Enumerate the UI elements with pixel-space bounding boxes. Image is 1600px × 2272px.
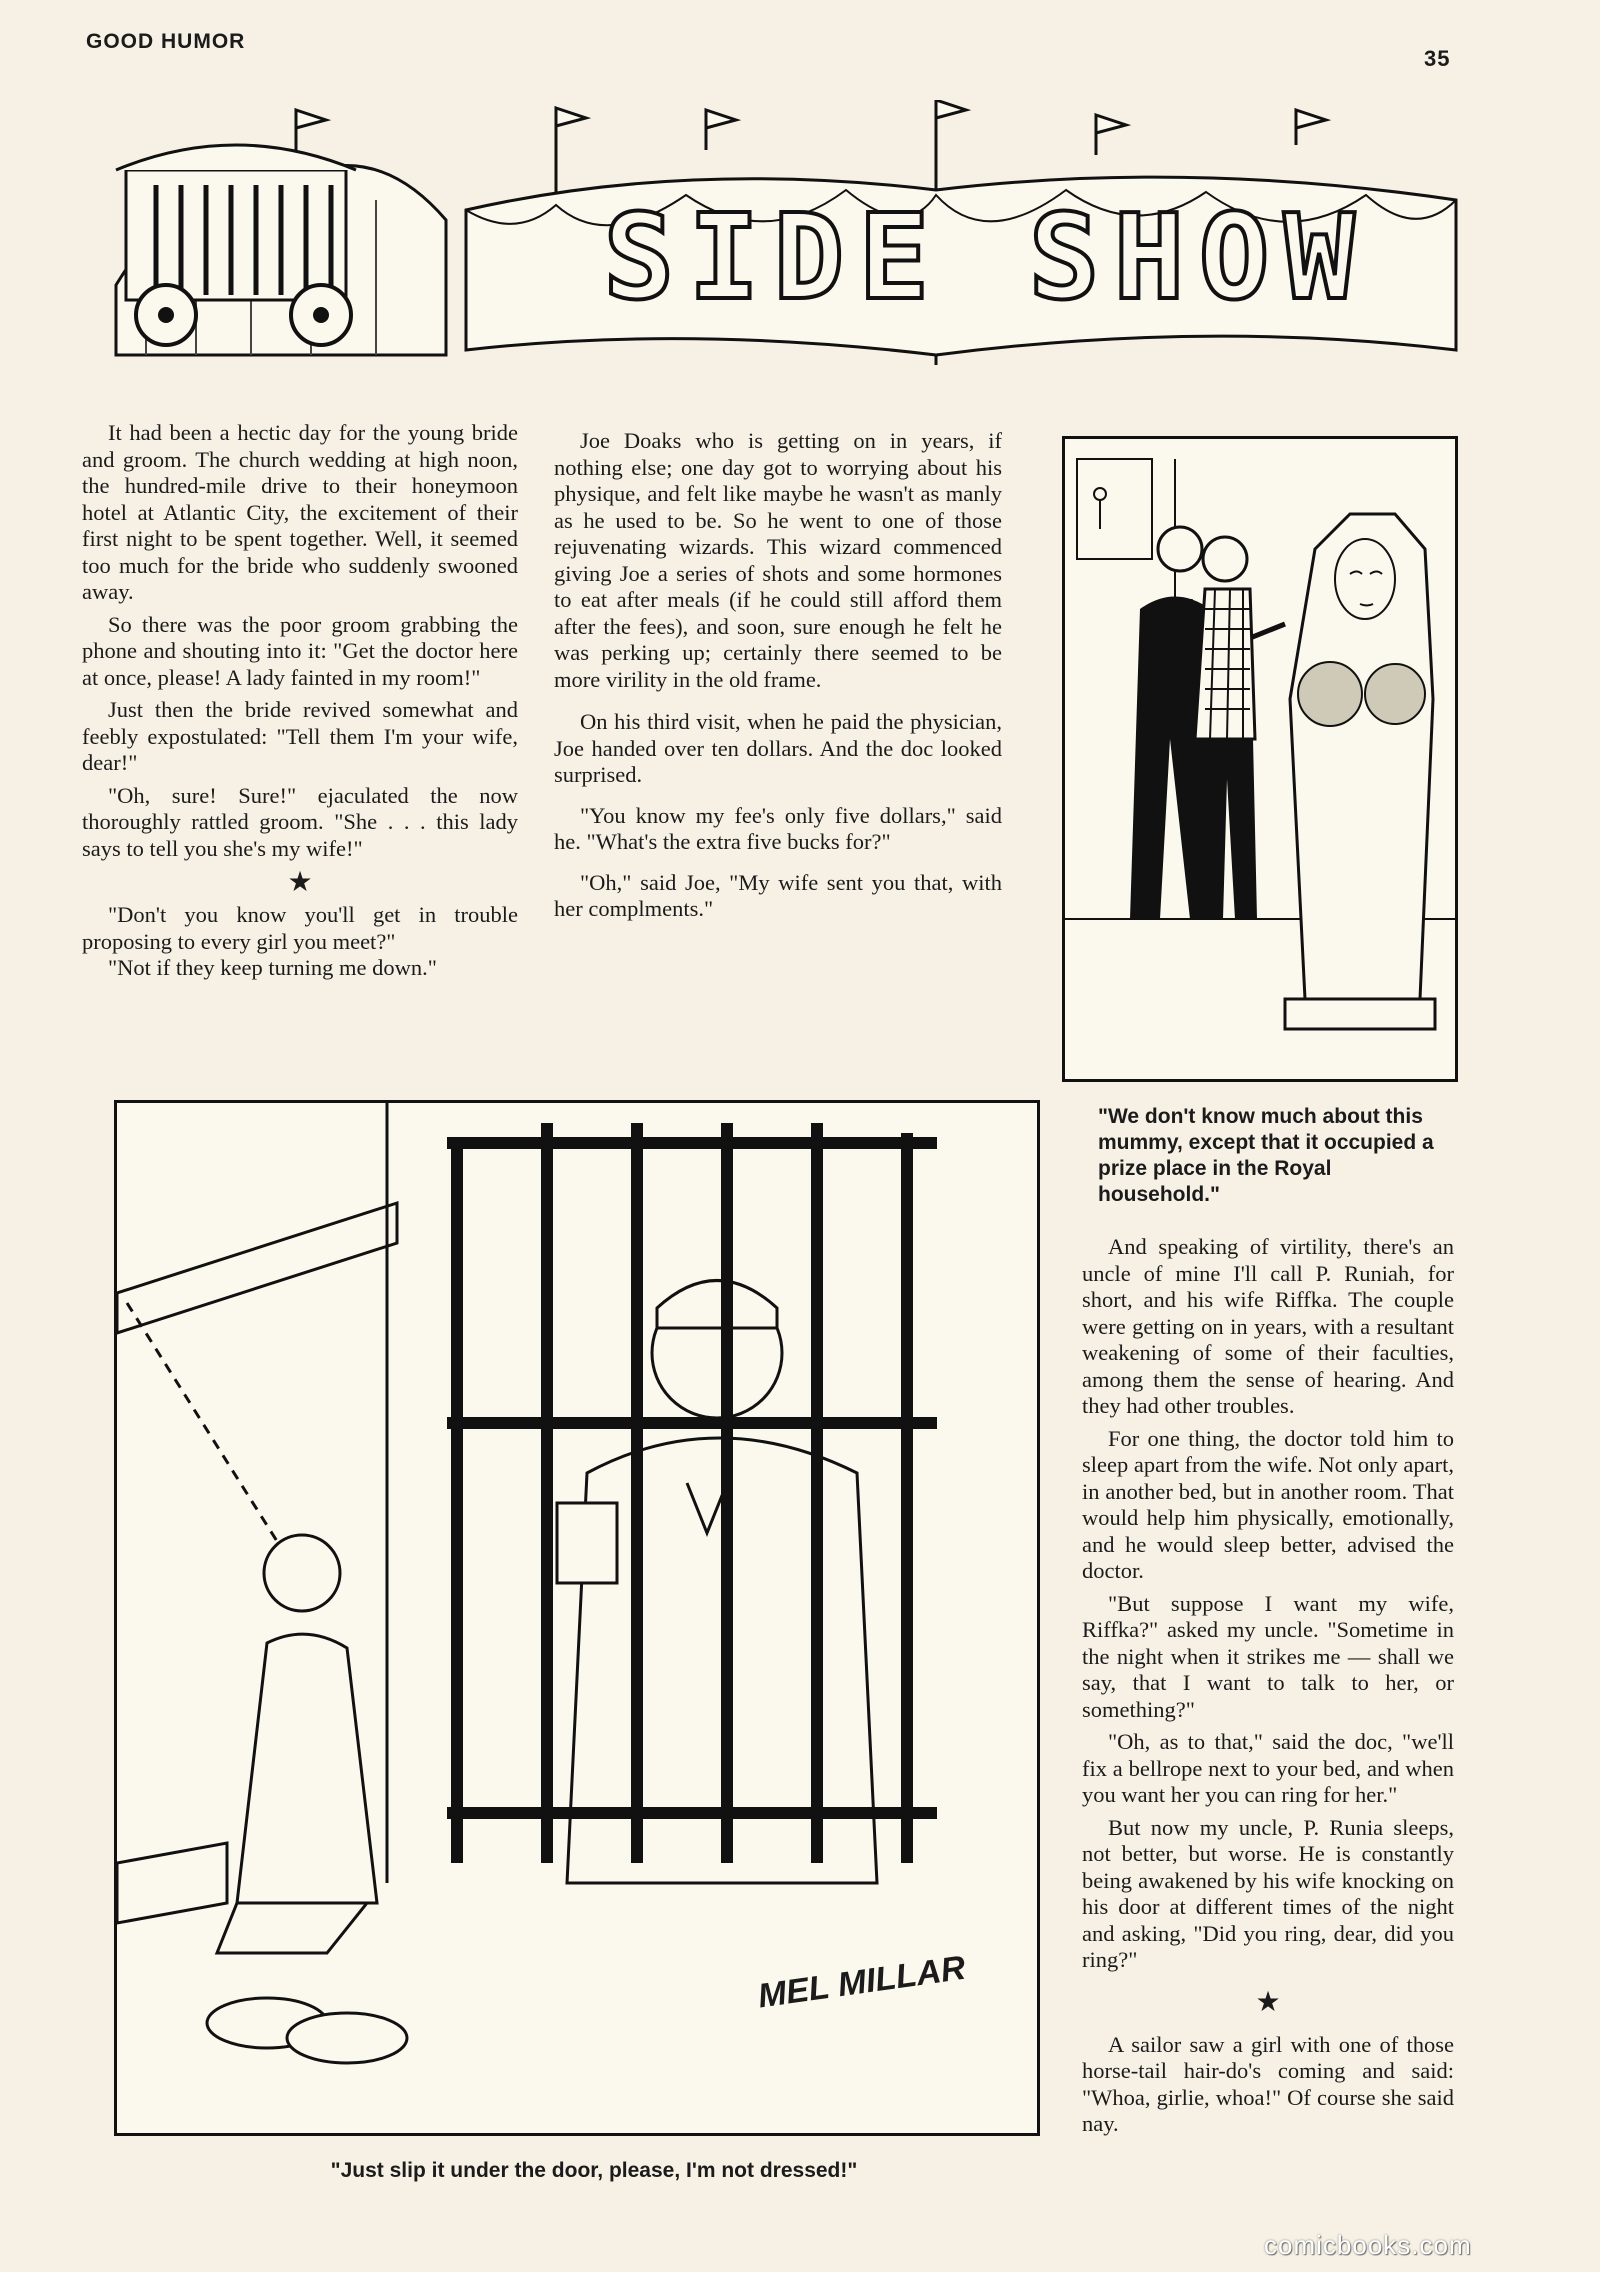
page-number: 35 (1424, 46, 1451, 71)
banner-title: SIDE SHOW (603, 188, 1369, 326)
mummy-cartoon-caption: "We don't know much about this mummy, except that it occupied a prize place in the Royal household." (1098, 1105, 1434, 1206)
paragraph: A sailor saw a girl with one of those horse-tail hair-do's coming and said: "Whoa, girlie, whoa!" Of course she said nay. (1082, 2031, 1454, 2136)
star-separator: ★ (1255, 1986, 1281, 2018)
paragraph: "You know my fee's only five dollars," said he. "What's the extra five bucks for?" (554, 802, 1002, 854)
jail-cartoon (114, 1100, 1040, 2136)
paragraph: So there was the poor groom grabbing the phone and shouting into it: "Get the doctor here at once, please! A lady fainted in my room!" (82, 611, 518, 690)
star-separator: ★ (287, 867, 313, 898)
artist-signature: MEL MILLAR (755, 1948, 968, 2016)
paragraph: "Not if they keep turning me down." (108, 955, 437, 980)
paragraph: But now my uncle, P. Runia sleeps, not better, but worse. He is constantly being awakened by his wife knocking on his door at different times of the night and asking, "Did you ring, dear, did you ring?" (1082, 1814, 1454, 1972)
side-show-banner (86, 100, 1486, 385)
mummy-cartoon (1062, 436, 1458, 1082)
paragraph: "Oh," said Joe, "My wife sent you that, with her complments." (554, 869, 1002, 921)
watermark: comicbooks.com (1264, 2230, 1472, 2260)
paragraph: It had been a hectic day for the young bride and groom. The church wedding at high noon, the hundred-mile drive to their honeymoon hotel at Atlantic City, the excitement of their first night to be spent together. Well, it seemed too much for the bride who suddenly swooned away. (82, 420, 518, 604)
column-3 (1082, 1234, 1454, 2144)
paragraph: And speaking of virtility, there's an uncle of mine I'll call P. Runiah, for short, and his wife Riffka. The couple were getting on in years, with a resultant weakening of some of their faculties, among them the sense of hearing. And they had other troubles. (1082, 1234, 1454, 1418)
paragraph: "Oh, as to that," said the doc, "we'll fix a bellrope next to your bed, and when you want her you can ring for her." (1082, 1729, 1454, 1807)
paragraph: Just then the bride revived somewhat and feebly expostulated: "Tell them I'm your wife, dear!" (82, 697, 518, 775)
column-2 (554, 428, 1002, 929)
paragraph: On his third visit, when he paid the physician, Joe handed over ten dollars. And the doc looked surprised. (554, 709, 1002, 787)
paragraph: Joe Doaks who is getting on in years, if nothing else; one day got to worrying about his physique, and felt like maybe he wasn't as manly as he used to be. So he went to one of those rejuvenating wizards. This wizard commenced giving Joe a series of shots and some hormones to eat after meals (if he could still afford them after the fees), and soon, sure enough he felt he was perking up; certainly there seemed to be more virility in the old frame. (554, 428, 1002, 692)
paragraph: For one thing, the doctor told him to sleep apart from the wife. Not only apart, in another bed, but in another room. That would help him physically, emotionally, and he would sleep better, advised the doctor. (1082, 1425, 1454, 1583)
paragraph: "Oh, sure! Sure!" ejaculated the now thoroughly rattled groom. "She . . . this lady says to tell you she's my wife!" (82, 782, 518, 861)
paragraph: "Don't you know you'll get in trouble proposing to every girl you meet?" (82, 902, 518, 954)
paragraph: "But suppose I want my wife, Riffka?" asked my uncle. "Sometime in the night when it strikes me — shall we say, that I want to talk to her, or something?" (1082, 1590, 1454, 1722)
column-1 (82, 420, 518, 988)
jail-cartoon-caption: "Just slip it under the door, please, I'm not dressed!" (330, 2159, 858, 2182)
mummy-cartoon-illustration (1065, 439, 1455, 1079)
running-header: GOOD HUMOR (86, 30, 246, 53)
